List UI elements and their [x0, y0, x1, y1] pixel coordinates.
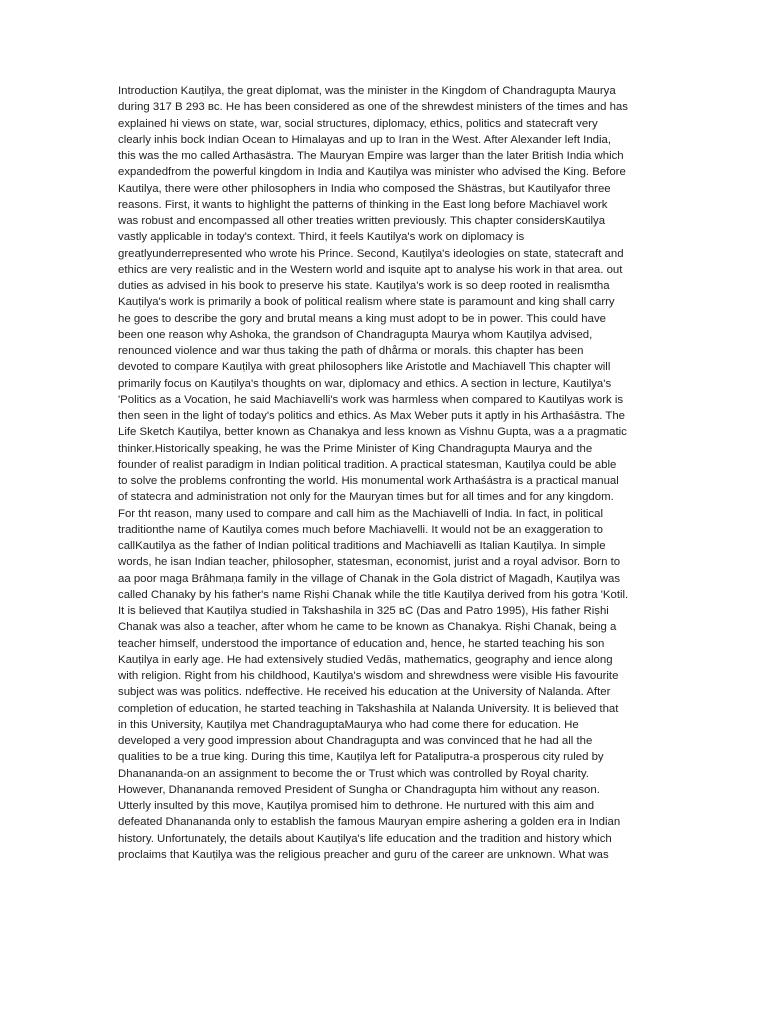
text-line: Chanak was also a teacher, after whom he came to be known as Chanakya. Riṣhi Chanak, being a	[118, 621, 617, 634]
text-line: vastly applicable in today's context. Third, it feels Kautilya's work on diplomacy is	[118, 231, 525, 244]
text-line: Kautilya, there were other philosophers in India who composed the Shästras, but Kautilyafor three	[118, 182, 611, 195]
text-line: Life Sketch Kauṭilya, better known as Chanakya and less known as Vishnu Gupta, was a a pragmatic	[118, 426, 627, 439]
text-line: was robust and encompassed all other treaties written previously. This chapter considersKautilya	[118, 215, 606, 227]
text-line: history. Unfortunately, the details about Kauṭilya's life education and the tradition and history which	[118, 832, 612, 845]
text-line: However, Dhanananda removed President of Sungha or Chandragupta him without any reason.	[118, 783, 600, 796]
text-line: during 317 B 293 вс. He has been considered as one of the shrewdest ministers of the times and has	[118, 101, 628, 114]
text-line: qualities to be a true king. During this time, Kauṭilya left for Pataliputra-a prosperous city ruled by	[118, 751, 604, 764]
text-line: teacher himself, understood the importance of education and, hence, he started teaching his son	[118, 637, 605, 650]
text-line: devoted to compare Kauṭilya with great philosophers like Aristotle and Machiavell This chapter will	[118, 361, 611, 374]
text-line: Kauṭilya's work is primarily a book of political realism where state is paramount and king shall carry	[118, 296, 615, 309]
text-line: 'Politics as a Vocation, he said Machiavelli's work was harmless when compared to Kautilyas work is	[118, 393, 624, 406]
text-line: Utterly insulted by this move, Kauṭilya promised him to dethrone. He nurtured with this aim and	[118, 800, 595, 812]
text-line: words, he isan Indian teacher, philosopher, statesman, economist, jurist and a royal advisor. Born to	[118, 556, 621, 569]
text-line: greatlyunderrepresented who wrote his Prince. Second, Kauṭilya's ideologies on state, statecraft and	[118, 247, 624, 260]
text-line: clearly inhis bock Indian Ocean to Himalayas and up to Iran in the West. After Alexander left India,	[118, 133, 612, 146]
text-line: in this University, Kauṭilya met ChandraguptaMaurya who had come there for education. He	[118, 718, 579, 731]
text-line: expandedfrom the powerful kingdom in India and Kauṭilya was minister who advised the King. Before	[118, 166, 626, 179]
text-line: been one reason why Ashoka, the grandson of Chandragupta Maurya whom Kauṭilya advised,	[118, 328, 593, 341]
text-line: It is believed that Kauṭilya studied in Takshashila in 325 вС (Das and Patro 1995), His father Riṣhi	[118, 605, 609, 617]
text-line: For tht reason, many used to compare and call him as the Machiavelli of India. In fact, in political	[118, 507, 603, 520]
text-line: defeated Dhanananda only to establish the famous Mauryan empire ashering a golden era in Indian	[118, 816, 621, 829]
text-line: called Chanaky by his father's name Riṣhi Chanak while the title Kauṭilya derived from his gotra 'Kotil.	[118, 588, 629, 601]
text-line: Kauṭilya in early age. He had extensively studied Vedās, mathematics, geography and ience along	[118, 653, 613, 666]
text-line: developed a very good impression about Chandragupta and was convinced that he had all the	[118, 735, 593, 747]
text-line: of statecra and administration not only for the Mauryan times but for all times and for any kingdom.	[118, 491, 614, 504]
text-line: thinker.Historically speaking, he was the Prime Minister of King Chandragupta Maurya and the	[118, 442, 593, 455]
text-line: duties as advised in his book to preserve his state. Kauṭilya's work is so deep rooted in realismtha	[118, 280, 610, 292]
text-line: Dhanananda-on an assignment to become the or Trust which was controlled by Royal charity.	[118, 767, 589, 780]
text-line: aa poor maga Brâhmaṇa family in the village of Chanak in the Gola district of Magadh, Kauṭilya was	[118, 572, 621, 585]
text-line: this was the mo called Arthasästra. The Mauryan Empire was larger than the later British India which	[118, 150, 624, 162]
text-line: founder of realist paradigm in Indian political tradition. A practical statesman, Kauṭilya could be able	[118, 458, 617, 471]
text-line: to solve the problems confronting the world. His monumental work Arthaśástra is a practical manual	[118, 475, 619, 487]
text-line: Introduction Kauṭilya, the great diplomat, was the minister in the Kingdom of Chandragupta Maurya	[118, 85, 616, 97]
body-text	[118, 83, 658, 863]
text-line: ethics are very realistic and in the Western world and isquite apt to analyse his work in that area. out	[118, 263, 623, 276]
text-line: proclaims that Kauṭilya was the religious preacher and guru of the career are unknown. What was	[118, 848, 609, 861]
text-line: renounced violence and war thus taking the path of dhårma or morals. this chapter has been	[118, 345, 584, 357]
text-line: subject was was politics. ndeffective. He received his education at the University of Nalanda. After	[118, 686, 611, 699]
text-line: reasons. First, it wants to highlight the patterns of thinking in the East long before Machiavel work	[118, 198, 608, 211]
text-line: primarily focus on Kauṭilya's thoughts on war, diplomacy and ethics. A section in lecture, Kautilya's	[118, 377, 612, 390]
text-line: completion of education, he started teaching in Takshashila at Nalanda University. It is believed that	[118, 702, 619, 715]
text-line: then seen in the light of today's politics and ethics. As Max Weber puts it aptly in his Arthaśāstra. The	[118, 410, 626, 422]
text-line: callKautilya as the father of Indian political traditions and Machiavelli as Italian Kauṭilya. In simple	[118, 540, 606, 552]
text-line: with religion. Right from his childhood, Kautilya's wisdom and shrewdness were visible His favourite	[118, 670, 619, 682]
text-line: explained hi views on state, war, social structures, diplomacy, ethics, politics and statecraft very	[118, 117, 598, 130]
text-line: traditionthe name of Kautilya comes much before Machiavelli. It would not be an exaggeration to	[118, 523, 604, 536]
text-line: he goes to describe the gory and brutal means a king must adopt to be in power. This could have	[118, 312, 606, 325]
